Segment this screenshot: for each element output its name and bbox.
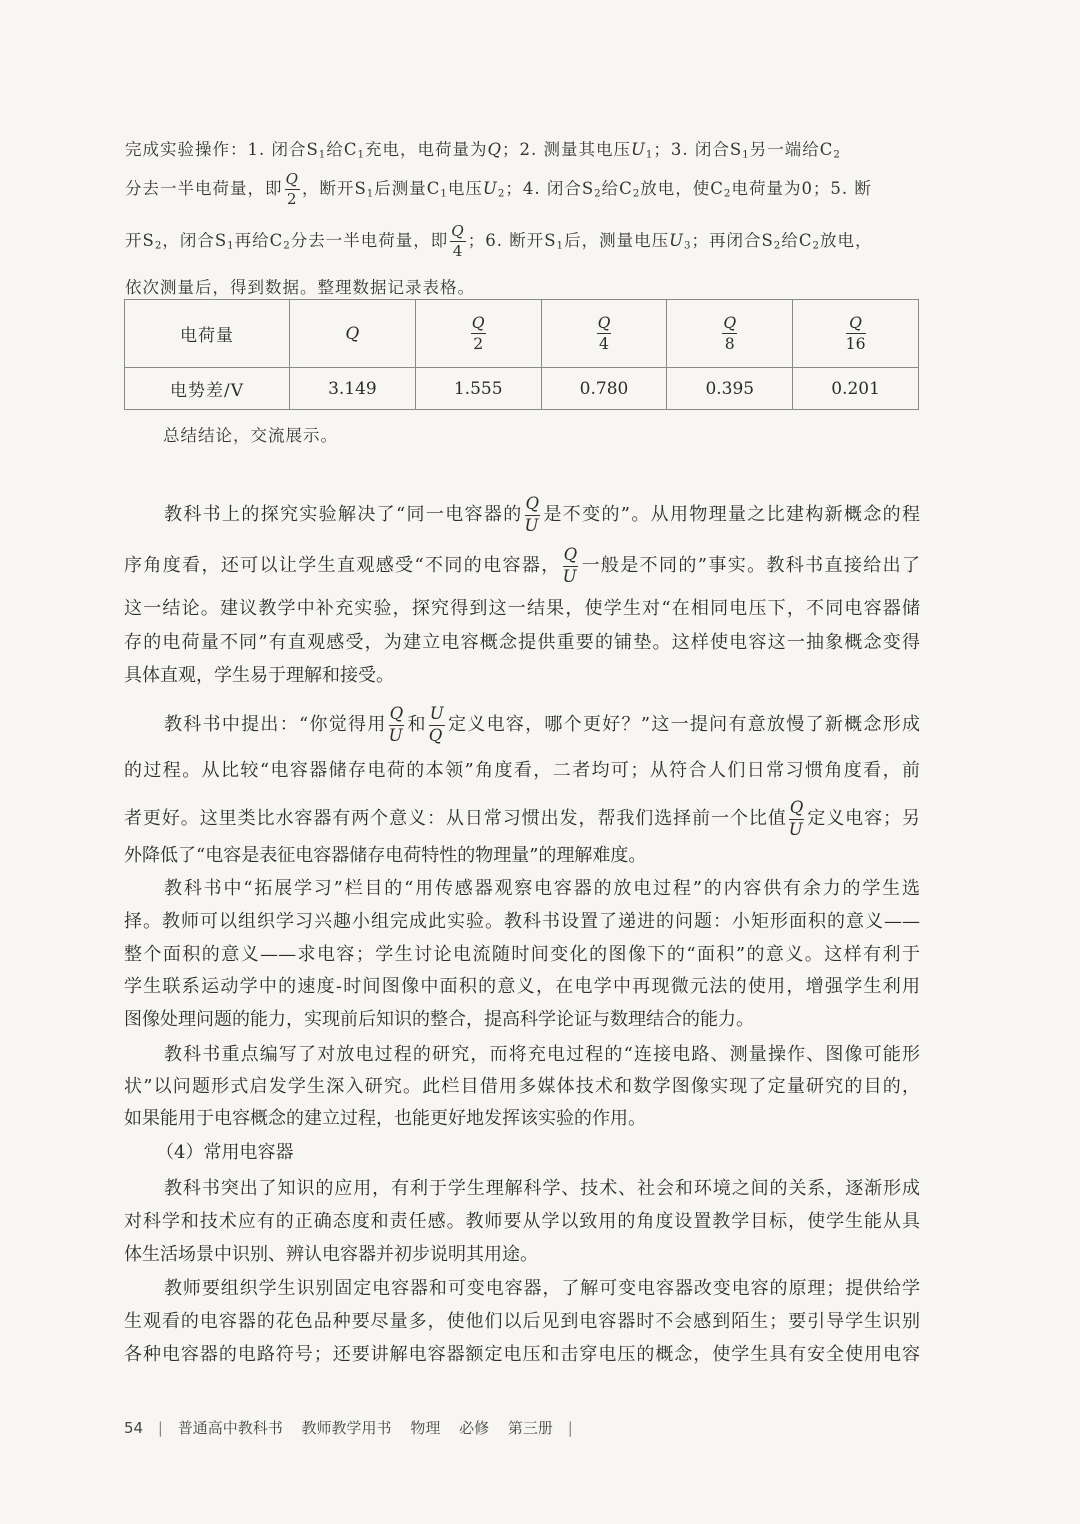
table-cell-charge: $\frac{Q}{4}$ (541, 300, 667, 368)
paragraph-line: 具体直观，学生易于理解和接受。 (124, 665, 394, 686)
table-cell-voltage: 0.395 (667, 368, 793, 410)
table-cell-voltage: 1.555 (415, 368, 541, 410)
page-footer (124, 1417, 583, 1438)
table-cell-charge: $\frac{Q}{8}$ (667, 300, 793, 368)
footer-separator: | (157, 1419, 163, 1437)
experiment-line-1: 完成实验操作：1. 闭合$S_1$给$C_1$充电，电荷量为Q；2. 测量其电压$U_1$；3. 闭合$S_1$另一端给$C_2$ (125, 140, 841, 161)
experiment-line-3: 开$S_2$，闭合$S_1$再给$C_2$分去一半电荷量，即 $\frac{Q}{4}$ ；6. 断开$S_1$后，测量电压$U_3$；再闭合$S_2$给$C_2$放电， (125, 222, 873, 261)
paragraph-line: 的过程。从比较“电容器储存电荷的本领”角度看，二者均可；从符合人们日常习惯角度看，前 (124, 760, 920, 781)
paragraph-line: 整个面积的意义——求电容；学生讨论电流随时间变化的图像下的“面积”的意义。这样有利于 (124, 944, 920, 965)
table-header-charge: 电荷量 (125, 300, 290, 368)
paragraph-line: 序角度看，还可以让学生直观感受“不同的电容器， $\frac{Q}{U}$ 一般是不同的”事实。教科书直接给出了 (124, 545, 920, 586)
section-heading-text: （4）常用电容器 (156, 1142, 294, 1163)
paragraph-line: 教科书中“拓展学习”栏目的“用传感器观察电容器的放电过程”的内容供有余力的学生选 (164, 878, 920, 899)
experiment-line-4: 依次测量后，得到数据。整理数据记录表格。 (125, 278, 475, 297)
footer-separator: | (567, 1419, 573, 1437)
paragraph-line: 各种电容器的电路符号；还要讲解电容器额定电压和击穿电压的概念，使学生具有安全使用电容 (124, 1344, 920, 1365)
table-cell-charge: $\frac{Q}{16}$ (793, 300, 919, 368)
paragraph-line: 教科书突出了知识的应用，有利于学生理解科学、技术、社会和环境之间的关系，逐渐形成 (164, 1178, 920, 1199)
table-cell-voltage: 0.201 (793, 368, 919, 410)
footer-series: 普通高中教科书 (177, 1419, 283, 1437)
paragraph-line: 学生联系运动学中的速度-时间图像中面积的意义，在电学中再现微元法的使用，增强学生利用 (124, 976, 920, 997)
paragraph-line: 教科书重点编写了对放电过程的研究，而将充电过程的“连接电路、测量操作、图像可能形 (164, 1044, 920, 1065)
paragraph-line: 图像处理问题的能力，实现前后知识的整合，提高科学论证与数理结合的能力。 (124, 1009, 754, 1030)
paragraph-line: 存的电荷量不同”有直观感受，为建立电容概念提供重要的铺垫。这样使电容这一抽象概念变得 (124, 632, 920, 653)
summary-line: 总结结论，交流展示。 (163, 426, 338, 445)
table-cell-voltage: 0.780 (541, 368, 667, 410)
page-number: 54 (124, 1419, 144, 1437)
paragraph-line: 这一结论。建议教学中补充实验，探究得到这一结果，使学生对“在相同电压下，不同电容器储 (124, 598, 920, 619)
footer-subject: 物理 (410, 1419, 441, 1437)
table-header-voltage: 电势差/V (125, 368, 290, 410)
footer-volume: 必修 (459, 1419, 490, 1437)
data-table (124, 299, 919, 410)
footer-book: 教师教学用书 (301, 1419, 392, 1437)
paragraph-line: 状”以问题形式启发学生深入研究。此栏目借用多媒体技术和数学图像实现了定量研究的目的， (124, 1076, 920, 1097)
paragraph-line: 择。教师可以组织学习兴趣小组完成此实验。教科书设置了递进的问题：小矩形面积的意义—— (124, 911, 920, 932)
paragraph-line: 者更好。这里类比水容器有两个意义：从日常习惯出发，帮我们选择前一个比值 $\frac{Q}{U}$ 定义电容；另 (124, 798, 920, 839)
paragraph-line: 对科学和技术应有的正确态度和责任感。教师要从学以致用的角度设置教学目标，使学生能从具 (124, 1211, 920, 1232)
footer-part: 第三册 (507, 1419, 553, 1437)
paragraph-line: 外降低了“电容是表征电容器储存电荷特性的物理量”的理解难度。 (124, 845, 647, 866)
paragraph-line: 生观看的电容器的花色品种要尽量多，使他们以后见到电容器时不会感到陌生；要引导学生识别 (124, 1311, 920, 1332)
paragraph-line: 如果能用于电容概念的建立过程，也能更好地发挥该实验的作用。 (124, 1108, 646, 1129)
table-cell-charge: $\frac{Q}{2}$ (415, 300, 541, 368)
table-cell-charge: Q (290, 300, 416, 368)
paragraph-line: 教科书上的探究实验解决了“同一电容器的 $\frac{Q}{U}$ 是不变的”。从用物理量之比建构新概念的程 (164, 494, 920, 535)
table-cell-voltage: 3.149 (290, 368, 416, 410)
fraction-q-over-2: $\frac{Q}{2}$ (285, 170, 299, 209)
experiment-line-2: 分去一半电荷量，即 $\frac{Q}{2}$ ，断开$S_1$后测量$C_1$电压$U_2$；4. 闭合$S_2$给$C_2$放电，使$C_2$电荷量为0；5. 断 (125, 170, 872, 209)
paragraph-line: 教科书中提出：“你觉得用 $\frac{Q}{U}$ 和 $\frac{U}{Q}$ 定义电容，哪个更好？”这一提问有意放慢了新概念形成 (164, 704, 921, 745)
paragraph-line: 教师要组织学生识别固定电容器和可变电容器，了解可变电容器改变电容的原理；提供给学 (164, 1278, 920, 1299)
table-row-voltage (125, 368, 919, 410)
table-row-charge (125, 300, 919, 368)
fraction-q-over-4: $\frac{Q}{4}$ (451, 222, 465, 261)
paragraph-line: 体生活场景中识别、辨认电容器并初步说明其用途。 (124, 1244, 538, 1265)
